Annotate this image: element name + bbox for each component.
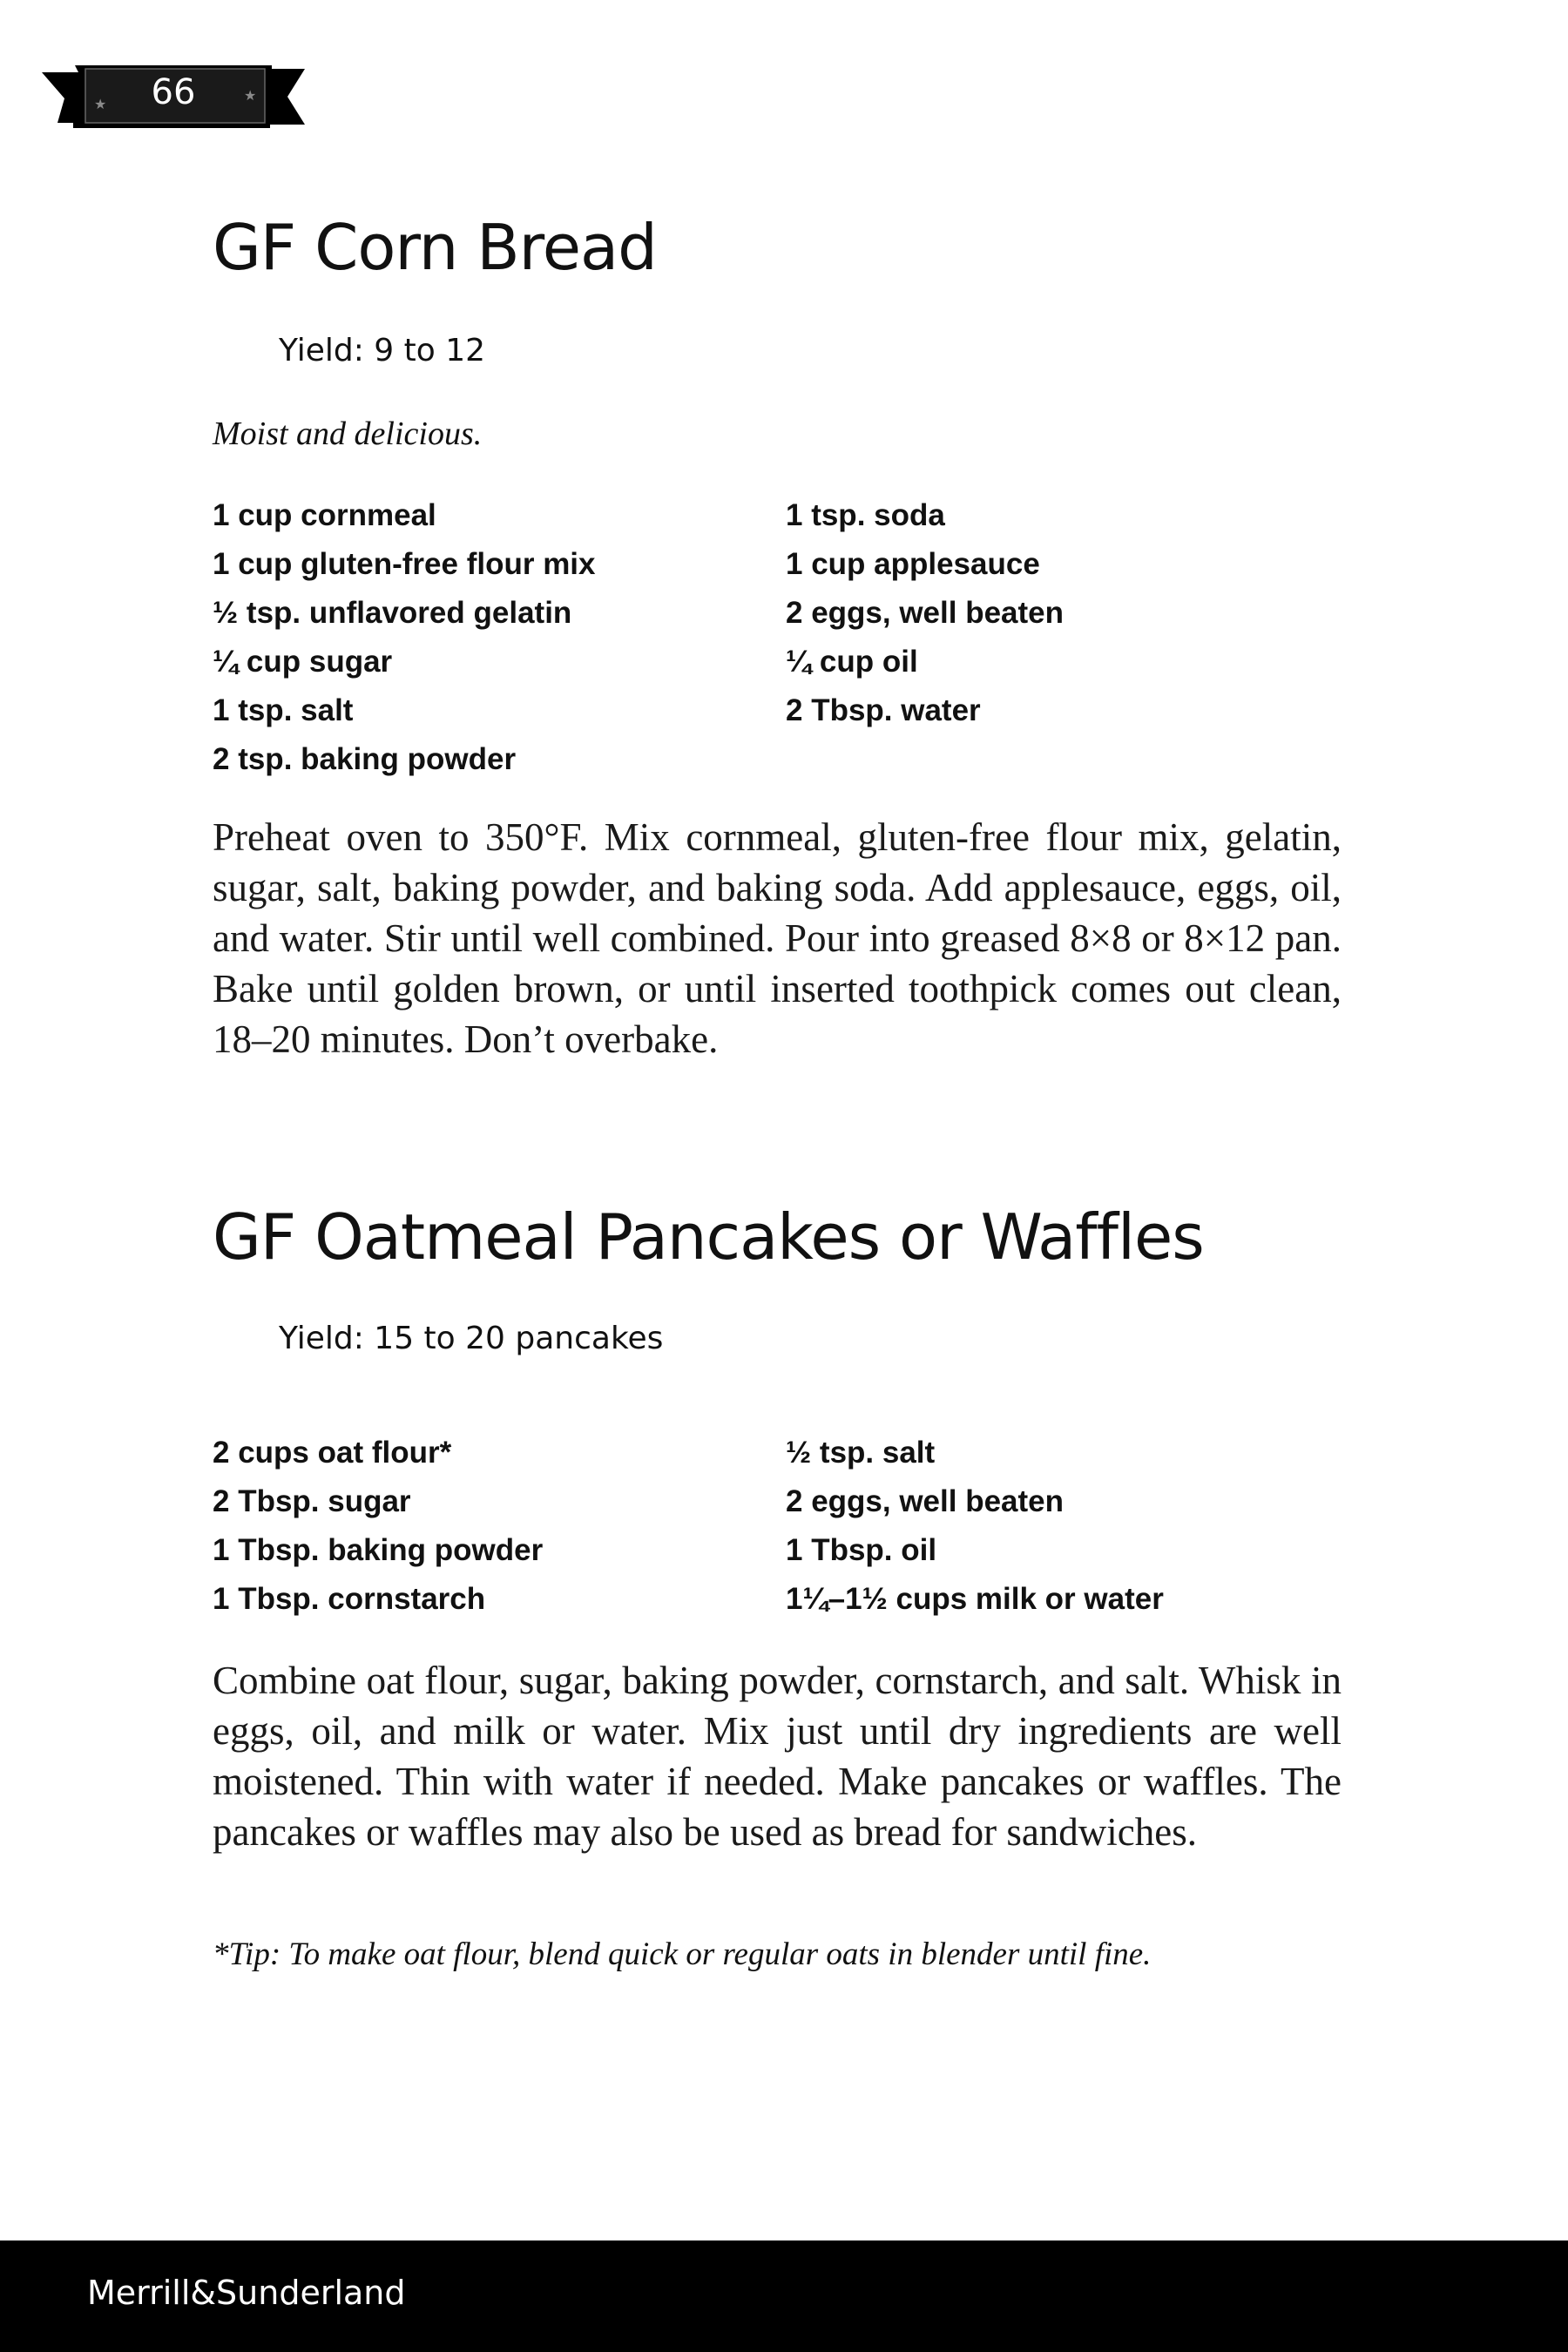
ingredient-item: 1 Tbsp. oil: [786, 1533, 937, 1567]
publisher-name: Merrill&Sunderland: [87, 2274, 406, 2312]
footer-bar: [0, 2240, 1568, 2352]
ingredient-item: ¼ cup sugar: [213, 645, 393, 679]
ingredient-item: 2 eggs, well beaten: [786, 1484, 1064, 1518]
ingredient-item: 2 tsp. baking powder: [213, 742, 517, 776]
ingredients-right-column: [786, 1429, 1164, 1624]
recipe-title: GF Corn Bread: [213, 211, 657, 284]
ingredients-left-column: [213, 1429, 543, 1624]
star-icon: ★: [244, 87, 257, 104]
ingredient-item: 1 cup gluten-free flour mix: [213, 547, 596, 581]
ingredient-item: ½ tsp. unflavored gelatin: [213, 596, 572, 630]
recipe-instructions: Combine oat flour, sugar, baking powder, cornstarch, and salt. Whisk in eggs, oil, and milk or water. Mix just until dry ingredients are well moistened. Thin with water if needed. Make pancakes or waffles. The pancakes or waffles may also be used as bread for sandwiches.: [213, 1659, 1342, 1854]
ingredient-item: 2 Tbsp. water: [786, 693, 981, 727]
ingredient-item: 1 tsp. salt: [213, 693, 354, 727]
page-number: 66: [151, 72, 196, 112]
recipe-yield: Yield: 15 to 20 pancakes: [279, 1321, 664, 1356]
page-number-ribbon: [42, 65, 305, 128]
ingredient-item: ¼ cup oil: [786, 645, 918, 679]
ingredient-item: 1 cup cornmeal: [213, 498, 436, 532]
recipe-yield: Yield: 9 to 12: [279, 333, 486, 368]
ingredient-item: ½ tsp. salt: [786, 1436, 936, 1470]
ingredients-right-column: [786, 491, 1064, 735]
ingredient-item: 1¼–1½ cups milk or water: [786, 1582, 1164, 1616]
ingredient-item: 1 cup applesauce: [786, 547, 1040, 581]
recipe-title: GF Oatmeal Pancakes or Waffles: [213, 1200, 1204, 1274]
ingredients-left-column: [213, 491, 596, 784]
ingredient-item: 2 cups oat flour*: [213, 1436, 452, 1470]
recipe-instructions: Preheat oven to 350°F. Mix cornmeal, gluten-free flour mix, gelatin, sugar, salt, baking powder, and baking soda. Add applesauce, eggs, oil, and water. Stir until well combined. Pour into greased 8×8 or 8×12 pan. Bake until golden brown, or until inserted toothpick comes out clean, 18–20 minutes. Don’t overbake.: [213, 815, 1342, 1061]
ingredient-item: 2 Tbsp. sugar: [213, 1484, 411, 1518]
ingredient-item: 1 Tbsp. baking powder: [213, 1533, 544, 1567]
ingredient-item: 2 eggs, well beaten: [786, 596, 1064, 630]
ingredient-item: 1 tsp. soda: [786, 498, 945, 532]
ingredient-item: 1 Tbsp. cornstarch: [213, 1582, 486, 1616]
recipe-description: Moist and delicious.: [213, 416, 483, 452]
recipe-tip: *Tip: To make oat flour, blend quick or regular oats in blender until fine.: [213, 1936, 1152, 1972]
star-icon: ★: [94, 96, 107, 112]
